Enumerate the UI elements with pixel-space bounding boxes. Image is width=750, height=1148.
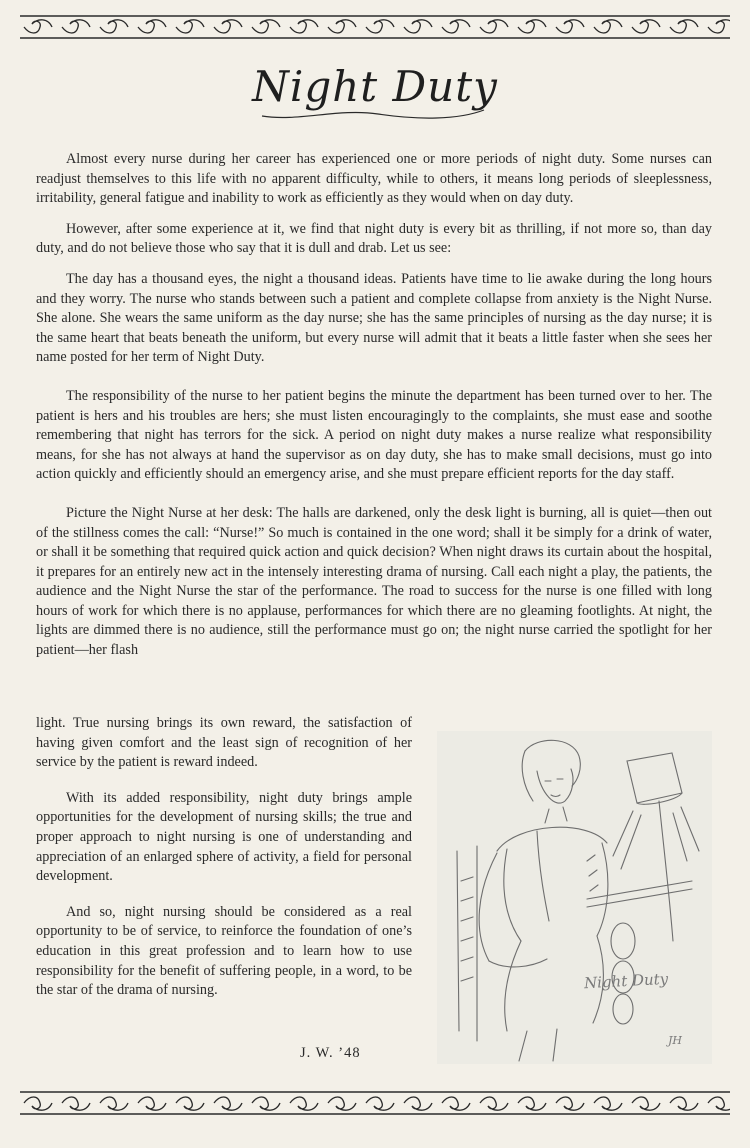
scroll-ornament <box>632 1097 660 1110</box>
scroll-ornament <box>480 1097 508 1110</box>
paragraph-responsibility: The responsibility of the nurse to her patient begins the minute the department has been turned over to her. The patient is hers and his troubles are hers; she must listen encouragingly to the complaints, she must ease and soothe remembering that night has terrors for the sick. A period on night duty makes a nurse realize what responsibility means, for she has not always at hand the supervisor as on day duty, she has to make small decisions, must go into action quickly and efficiently should an emergency arise, and she must prepare efficient reports for the day staff. <box>36 387 712 483</box>
author-signature: J. W. ’48 <box>300 1045 361 1061</box>
scroll-ornament <box>290 1097 318 1110</box>
scroll-ornament <box>24 20 52 33</box>
sketch-drawing <box>437 731 712 1064</box>
scroll-ornament <box>252 20 280 33</box>
scroll-ornament <box>366 20 394 33</box>
scroll-ornament <box>594 1097 622 1110</box>
scroll-ornament <box>62 1097 90 1110</box>
scroll-ornament <box>24 1097 52 1110</box>
scroll-ornament <box>556 1097 584 1110</box>
scroll-ornament <box>62 20 90 33</box>
title-flourish <box>258 104 488 124</box>
sketch-caption: Night Duty <box>583 969 669 993</box>
scroll-ornament <box>670 1097 698 1110</box>
paragraph-true-nursing: light. True nursing brings its own reward, the satisfaction of having given comfort and the least sign of recognition of her service by the patient is reward indeed. <box>36 715 412 771</box>
article-body <box>36 150 712 672</box>
scroll-ornament <box>670 20 698 33</box>
scroll-ornament <box>556 20 584 33</box>
top-decorative-border <box>20 14 730 40</box>
page-title: Night Duty <box>252 62 498 111</box>
scroll-ornament <box>138 1097 166 1110</box>
scroll-ornament <box>708 20 730 33</box>
paragraph-added-responsibility: With its added responsibility, night duty brings ample opportunities for the development of nursing skills; the true and proper approach to night nursing is one of understanding and appreciation of an enlarged sphere of activity, a field for personal development. <box>36 789 412 885</box>
scroll-ornament <box>214 20 242 33</box>
paragraph-and-so: And so, night nursing should be considered as a real opportunity to be of service, to reinforce the foundation of one’s education in this great profession and to learn how to use responsibility for the benefit of suffering people, in a word, to be the star of the drama of nursing. <box>36 903 412 999</box>
scroll-ornament <box>252 1097 280 1110</box>
paragraph-picture: Picture the Night Nurse at her desk: The halls are darkened, only the desk light is burning, all is quiet—then out of the stillness comes the call: “Nurse!” So much is contained in the one word; shall it be simply for a drink of water, or shall it be something that required quick action and quick decision? When night draws its curtain about the hospital, it prepares for an entirely new act in the intensely interesting drama of nursing. Call each night a play, the patients, the audience and the Night Nurse the star of the performance. The road to success for the nurse is one filled with long hours of work for which there is no applause, performances for which there are no gleaming footlights. At night, the lights are dimmed there is no audience, still the performance must go on; the night nurse carried the spotlight for her patient—her flash <box>36 504 712 659</box>
scroll-ornament <box>480 20 508 33</box>
scroll-ornament <box>214 1097 242 1110</box>
scroll-ornament <box>518 20 546 33</box>
scroll-ornament <box>328 1097 356 1110</box>
scroll-ornament <box>442 20 470 33</box>
scroll-ornament <box>442 1097 470 1110</box>
scroll-ornament <box>518 1097 546 1110</box>
night-nurse-sketch <box>437 731 712 1064</box>
scroll-ornament <box>404 20 432 33</box>
scroll-ornament <box>100 1097 128 1110</box>
scroll-ornament <box>404 1097 432 1110</box>
scroll-ornament <box>632 20 660 33</box>
paragraph-intro: Almost every nurse during her career has experienced one or more periods of night duty. Some nurses can readjust themselves to this life with no apparent difficulty, while to others, it means long periods of sleeplessness, irritability, general fatigue and inability to work as efficiently as they would when on day duty. <box>36 151 712 207</box>
paragraph-thousand-eyes: The day has a thousand eyes, the night a thousand ideas. Patients have time to lie awake during the long hours and they worry. The nurse who stands between such a patient and complete collapse from anxiety is the Night Nurse. She alone. She wears the same uniform as the day nurse; she has the same principles of nursing as the day nurse; it is the same heart that beats beneath the uniform, but every nurse will admit that it beats a little faster when she sees her name posted for her term of Night Duty. <box>36 270 712 366</box>
scroll-ornament <box>290 20 318 33</box>
scroll-ornament <box>176 20 204 33</box>
scroll-ornament <box>594 20 622 33</box>
scroll-ornament <box>138 20 166 33</box>
scroll-ornament <box>708 1097 730 1110</box>
scroll-ornament <box>366 1097 394 1110</box>
bottom-decorative-border <box>20 1090 730 1116</box>
scroll-ornament <box>176 1097 204 1110</box>
scroll-ornament <box>100 20 128 33</box>
paragraph-however: However, after some experience at it, we find that night duty is every bit as thrilling, if not more so, than day duty, and do not believe those who say that it is dull and drab. Let us see: <box>36 220 712 257</box>
scroll-ornament <box>328 20 356 33</box>
article-lower-column <box>36 714 412 1017</box>
sketch-initials: JH <box>668 1034 683 1047</box>
